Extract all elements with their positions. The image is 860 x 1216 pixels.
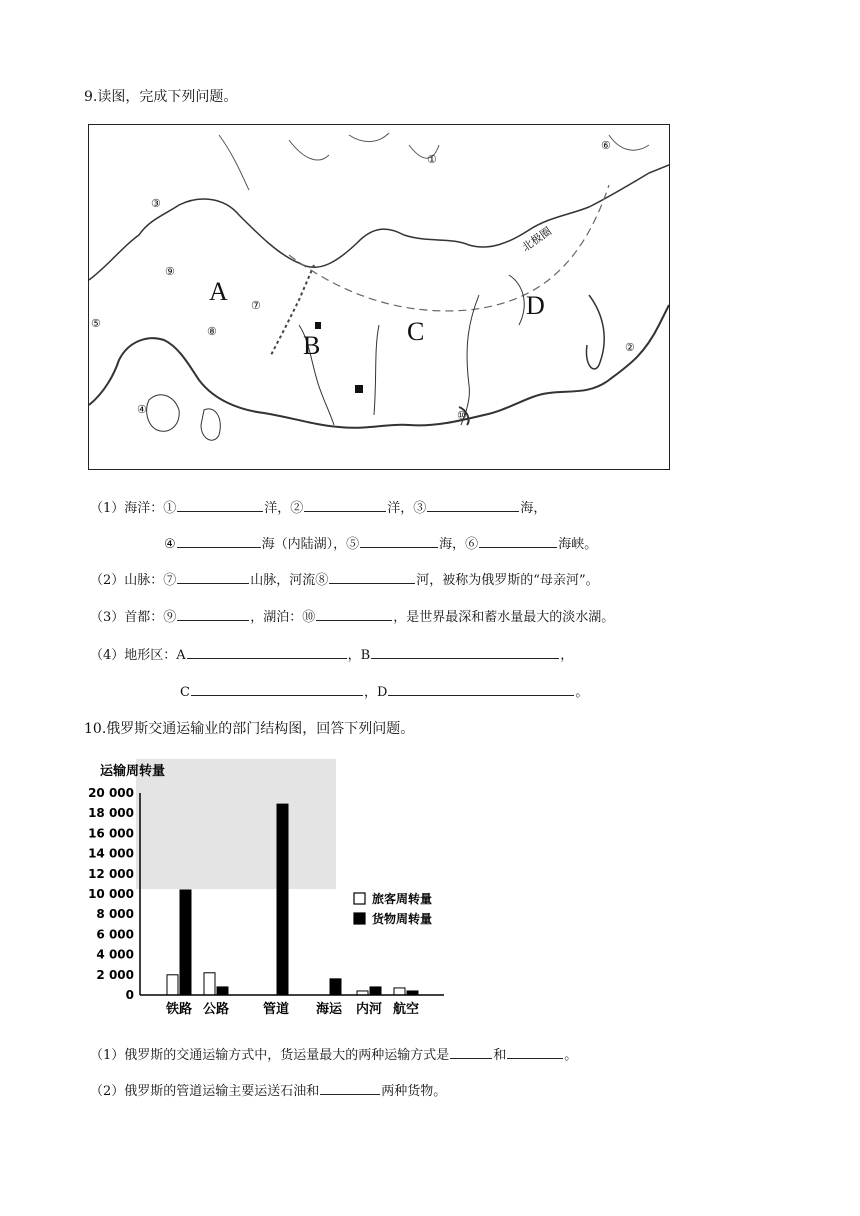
transport-chart xyxy=(84,755,504,1020)
transport-bar-chart xyxy=(84,755,504,1020)
y-tick-label: 12 000 xyxy=(88,866,134,881)
legend-label-passenger: 旅客周转量 xyxy=(372,892,433,906)
bar-passenger-1 xyxy=(204,973,215,995)
chart-title: 运输周转量 xyxy=(100,764,166,779)
x-category-label: 铁路 xyxy=(165,1002,193,1017)
region-label-a: A xyxy=(209,277,228,306)
answer-blank[interactable] xyxy=(177,607,249,621)
arctic-circle-label: 北极圈 xyxy=(519,224,555,255)
answer-blank[interactable] xyxy=(191,682,363,696)
marker-10: ⑩ xyxy=(457,409,467,422)
y-tick-label: 0 xyxy=(125,988,134,1002)
q9-line-3: （2）山脉：⑦ 山脉，河流⑧ 河，被称为俄罗斯的“母亲河”。 xyxy=(90,569,599,588)
y-tick-label: 8 000 xyxy=(96,907,134,922)
q9-line-2: ④ 海（内陆湖），⑤ 海，⑥ 海峡。 xyxy=(164,533,597,552)
legend-label-freight: 货物周转量 xyxy=(372,912,433,926)
answer-blank[interactable] xyxy=(450,1045,492,1059)
marker-9: ⑨ xyxy=(165,265,175,278)
bar-freight-1 xyxy=(217,987,228,995)
bar-freight-3 xyxy=(330,979,341,995)
answer-blank[interactable] xyxy=(360,534,438,548)
marker-7: ⑦ xyxy=(251,299,261,312)
question-9-title: 9.读图，完成下列问题。 xyxy=(84,89,238,105)
q9-line-5: （4）地形区：A ，B ， xyxy=(90,644,573,663)
y-tick-label: 6 000 xyxy=(96,927,134,942)
x-category-label: 公路 xyxy=(202,1002,230,1017)
q9-line-4: （3）首都：⑨ ，湖泊：⑩ ，是世界最深和蓄水量最大的淡水湖。 xyxy=(90,606,614,625)
answer-blank[interactable] xyxy=(479,534,557,548)
marker-8: ⑧ xyxy=(207,325,217,338)
x-category-label: 海运 xyxy=(315,1002,343,1017)
bar-freight-4 xyxy=(370,987,381,995)
y-tick-label: 10 000 xyxy=(88,887,134,901)
marker-1: ① xyxy=(427,153,437,166)
legend-swatch-freight xyxy=(354,913,365,924)
legend-swatch-passenger xyxy=(354,893,365,904)
x-category-label: 管道 xyxy=(262,1002,290,1017)
answer-blank[interactable] xyxy=(388,682,574,696)
answer-blank[interactable] xyxy=(507,1045,563,1059)
answer-blank[interactable] xyxy=(427,498,519,512)
answer-blank[interactable] xyxy=(320,1081,380,1095)
answer-blank[interactable] xyxy=(316,607,392,621)
y-tick-label: 16 000 xyxy=(88,826,134,841)
answer-blank[interactable] xyxy=(329,570,415,584)
russia-map xyxy=(88,124,670,470)
answer-blank[interactable] xyxy=(187,645,347,659)
marker-2: ② xyxy=(625,341,635,354)
marker-5: ⑤ xyxy=(91,317,101,330)
bar-passenger-5 xyxy=(394,988,405,995)
answer-blank[interactable] xyxy=(177,498,263,512)
chart-shaded-background xyxy=(136,759,336,889)
q10-line-2: （2）俄罗斯的管道运输主要运送石油和 两种货物。 xyxy=(90,1080,446,1099)
x-category-label: 航空 xyxy=(392,1002,420,1017)
q10-line-1: （1）俄罗斯的交通运输方式中，货运量最大的两种运输方式是 和 。 xyxy=(90,1044,577,1063)
answer-blank[interactable] xyxy=(177,570,249,584)
q9-line-1: （1）海洋：① 洋，② 洋，③ 海， xyxy=(90,497,546,516)
answer-blank[interactable] xyxy=(304,498,386,512)
y-tick-label: 4 000 xyxy=(96,947,134,962)
q9-line-6: C ，D 。 xyxy=(180,681,588,700)
russia-map-drawing xyxy=(89,125,669,469)
marker-4: ④ xyxy=(137,403,147,416)
y-tick-label: 18 000 xyxy=(88,806,134,821)
marker-6: ⑥ xyxy=(601,139,611,152)
bar-passenger-0 xyxy=(167,975,178,995)
bar-freight-0 xyxy=(180,890,191,995)
answer-blank[interactable] xyxy=(371,645,559,659)
marker-3: ③ xyxy=(151,197,161,210)
chart-legend xyxy=(354,891,432,926)
question-10-title: 10.俄罗斯交通运输业的部门结构图，回答下列问题。 xyxy=(84,721,415,737)
y-tick-label: 2 000 xyxy=(96,967,134,982)
answer-blank[interactable] xyxy=(177,534,261,548)
region-label-d: D xyxy=(526,291,545,320)
y-tick-label: 14 000 xyxy=(88,846,134,861)
x-category-label: 内河 xyxy=(355,1002,383,1017)
region-label-c: C xyxy=(407,317,425,346)
y-tick-label: 20 000 xyxy=(88,786,134,800)
region-label-b: B xyxy=(303,331,321,360)
bar-freight-2 xyxy=(277,804,288,995)
